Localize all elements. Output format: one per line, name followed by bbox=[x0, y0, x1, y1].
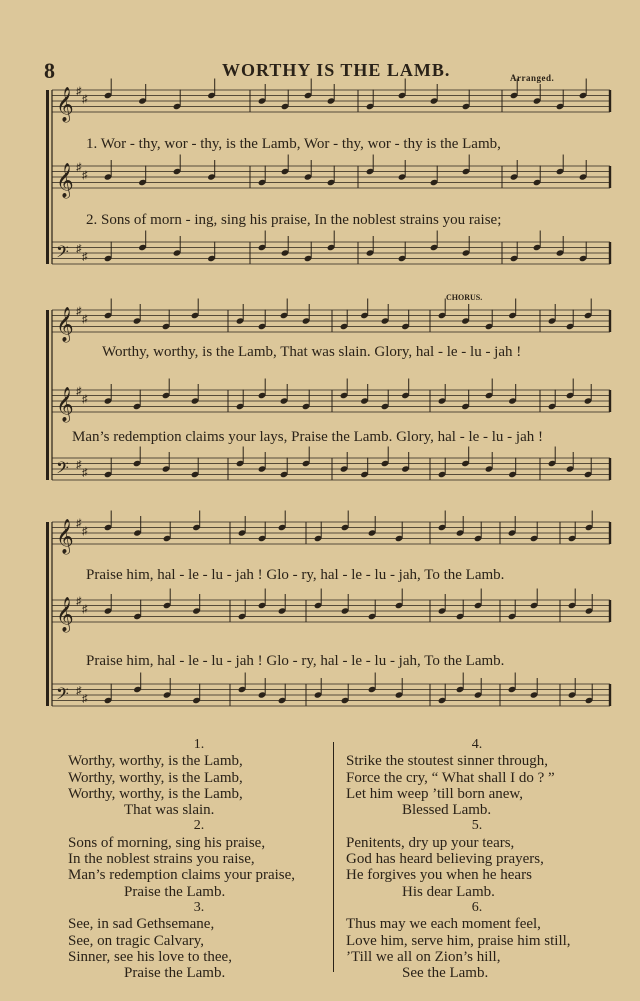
arranged-credit: Arranged. bbox=[510, 73, 555, 83]
verse-line: See, on tragic Calvary, bbox=[68, 932, 205, 949]
bass-clef-icon: 𝄢 bbox=[56, 685, 69, 708]
verses-left-column bbox=[68, 737, 330, 981]
sharp-icon: ♯ bbox=[82, 313, 88, 326]
verse-line: Thus may we each moment feel, bbox=[346, 916, 541, 933]
sharp-icon: ♯ bbox=[76, 385, 82, 398]
verse-number: 5. bbox=[471, 818, 483, 834]
sharp-icon: ♯ bbox=[82, 251, 88, 264]
verse-text bbox=[0, 737, 640, 997]
lyric-line-4: Man’s redemption claims your lays, Praise the Lamb. Glory, hal - le - lu - jah ! bbox=[72, 429, 543, 445]
verse-refrain: Praise the Lamb. bbox=[124, 883, 226, 900]
lyric-line-1: 1. Wor - thy, wor - thy, is the Lamb, Wor - thy, wor - thy is the Lamb, bbox=[86, 136, 501, 152]
page-number: 8 bbox=[44, 58, 55, 83]
lyric-line-3: Worthy, worthy, is the Lamb, That was slain. Glory, hal - le - lu - jah ! bbox=[102, 344, 522, 360]
verse-refrain: Blessed Lamb. bbox=[402, 802, 492, 819]
lyric-line-5: Praise him, hal - le - lu - jah ! Glo - ry, hal - le - lu - jah, To the Lamb. bbox=[86, 567, 505, 583]
sharp-icon: ♯ bbox=[76, 242, 82, 255]
treble-clef-icon: 𝄞 bbox=[56, 388, 74, 421]
treble-clef-icon: 𝄞 bbox=[56, 308, 74, 341]
verse-line: ’Till we all on Zion’s hill, bbox=[346, 948, 501, 965]
verse-line: God has heard believing prayers, bbox=[346, 851, 544, 868]
sharp-icon: ♯ bbox=[76, 458, 82, 471]
chorus-label: CHORUS. bbox=[446, 293, 483, 302]
verse-refrain: Praise the Lamb. bbox=[124, 965, 226, 982]
sharp-icon: ♯ bbox=[76, 305, 82, 318]
hymn-title: WORTHY IS THE LAMB. bbox=[222, 60, 451, 80]
verse-number: 2. bbox=[193, 818, 205, 834]
sharp-icon: ♯ bbox=[76, 517, 82, 530]
verse-number: 6. bbox=[471, 899, 483, 915]
sharp-icon: ♯ bbox=[82, 467, 88, 480]
sharp-icon: ♯ bbox=[76, 85, 82, 98]
verse-line: Sons of morning, sing his praise, bbox=[68, 834, 266, 851]
lyric-line-6: Praise him, hal - le - lu - jah ! Glo - ry, hal - le - lu - jah, To the Lamb. bbox=[86, 653, 505, 669]
treble-clef-icon: 𝄞 bbox=[56, 164, 74, 197]
system-brace bbox=[46, 522, 49, 706]
sharp-icon: ♯ bbox=[76, 684, 82, 697]
treble-clef-icon: 𝄞 bbox=[56, 520, 74, 553]
lyric-line-2: 2. Sons of morn - ing, sing his praise, In the noblest strains you raise; bbox=[86, 212, 502, 228]
verse-refrain: See the Lamb. bbox=[402, 965, 489, 982]
system-brace bbox=[46, 310, 49, 480]
verse-line: Sinner, see his love to thee, bbox=[68, 948, 232, 965]
verse-line: Worthy, worthy, is the Lamb, bbox=[68, 769, 243, 786]
verse-number: 3. bbox=[193, 899, 205, 915]
sharp-icon: ♯ bbox=[82, 93, 88, 106]
verse-line: Let him weep ’till born anew, bbox=[346, 785, 524, 802]
verse-line: Penitents, dry up your tears, bbox=[346, 834, 515, 851]
sharp-icon: ♯ bbox=[82, 525, 88, 538]
verse-line: See, in sad Gethsemane, bbox=[68, 916, 215, 933]
sharp-icon: ♯ bbox=[82, 393, 88, 406]
verse-line: Strike the stoutest sinner through, bbox=[346, 753, 549, 770]
verse-number: 4. bbox=[471, 737, 483, 752]
verse-number: 1. bbox=[193, 737, 205, 752]
verse-refrain: His dear Lamb. bbox=[402, 883, 495, 900]
verse-line: Love him, serve him, praise him still, bbox=[346, 932, 571, 949]
verse-line: Man’s redemption claims your praise, bbox=[68, 867, 296, 884]
sharp-icon: ♯ bbox=[82, 603, 88, 616]
sharp-icon: ♯ bbox=[82, 169, 88, 182]
verse-line: Worthy, worthy, is the Lamb, bbox=[68, 753, 243, 770]
sharp-icon: ♯ bbox=[76, 161, 82, 174]
sharp-icon: ♯ bbox=[76, 595, 82, 608]
bass-clef-icon: 𝄢 bbox=[56, 243, 69, 266]
bass-clef-icon: 𝄢 bbox=[56, 459, 69, 482]
system-brace bbox=[46, 90, 49, 264]
treble-clef-icon: 𝄞 bbox=[56, 598, 74, 631]
verse-line: In the noblest strains you raise, bbox=[68, 851, 255, 868]
verse-refrain: That was slain. bbox=[124, 802, 215, 819]
treble-clef-icon: 𝄞 bbox=[56, 88, 74, 121]
verse-line: Worthy, worthy, is the Lamb, bbox=[68, 785, 243, 802]
sharp-icon: ♯ bbox=[82, 693, 88, 706]
verses-right-column bbox=[346, 737, 608, 981]
verse-line: Force the cry, “ What shall I do ? ” bbox=[346, 769, 555, 786]
verse-line: He forgives you when he hears bbox=[346, 867, 532, 884]
